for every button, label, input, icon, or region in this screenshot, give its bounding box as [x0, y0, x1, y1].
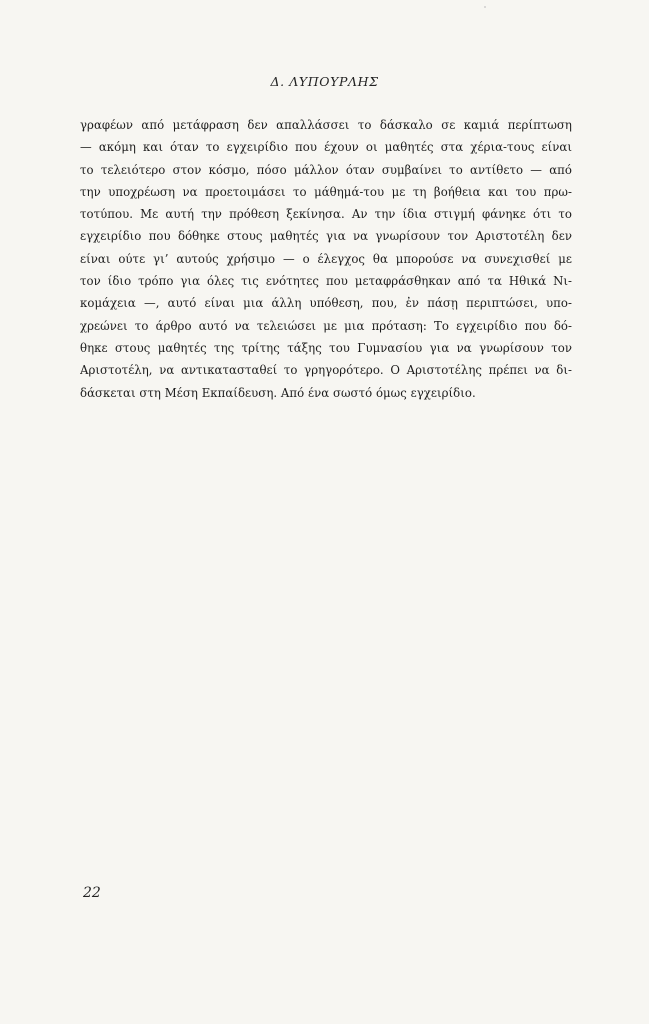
text-line: τον ίδιο τρόπο για όλες τις ενότητες που μεταφράσθηκαν από τα Ηθικά Νι-: [80, 274, 572, 289]
text-line: Αριστοτέλη, να αντικατασταθεί το γρηγορότερο. Ο Αριστοτέλης πρέπει να δι-: [80, 363, 572, 378]
text-line: το τελειότερο στον κόσμο, πόσο μάλλον όταν συμβαίνει το αντίθετο — από: [80, 162, 572, 177]
text-line: τοτύπου. Με αυτή την πρόθεση ξεκίνησα. Αν την ίδια στιγμή φάνηκε ότι το: [80, 207, 572, 222]
text-line: θηκε στους μαθητές της τρίτης τάξης του Γυμνασίου για να γνωρίσουν τον: [80, 340, 572, 355]
text-line: γραφέων από μετάφραση δεν απαλλάσσει το δάσκαλο σε καμιά περίπτωση: [80, 118, 572, 132]
text-line: την υποχρέωση να προετοιμάσει το μάθημά-του με τη βοήθεια και του πρω-: [80, 184, 572, 199]
body-paragraph: [80, 114, 572, 404]
text-line: κομάχεια —, αυτό είναι μια άλλη υπόθεση, που, ἐν πάσῃ περιπτώσει, υπο-: [80, 296, 572, 311]
page-number: 22: [83, 885, 101, 901]
running-head: Δ. ΛΥΠΟΥΡΛΗΣ: [270, 74, 379, 89]
paper-speck: [484, 6, 486, 8]
text-line: είναι ούτε γι’ αυτούς χρήσιμο — ο έλεγχος θα μπορούσε να συνεχισθεί με: [80, 251, 572, 266]
text-line: χρεώνει το άρθρο αυτό να τελειώσει με μια πρόταση: Το εγχειρίδιο που δό-: [80, 318, 572, 333]
text-line: — ακόμη και όταν το εγχειρίδιο που έχουν οι μαθητές στα χέρια-τους είναι: [80, 140, 572, 155]
text-line: εγχειρίδιο που δόθηκε στους μαθητές για να γνωρίσουν τον Αριστοτέλη δεν: [80, 229, 572, 244]
text-line: δάσκεται στη Μέση Εκπαίδευση. Από ένα σωστό όμως εγχειρίδιο.: [80, 385, 476, 400]
